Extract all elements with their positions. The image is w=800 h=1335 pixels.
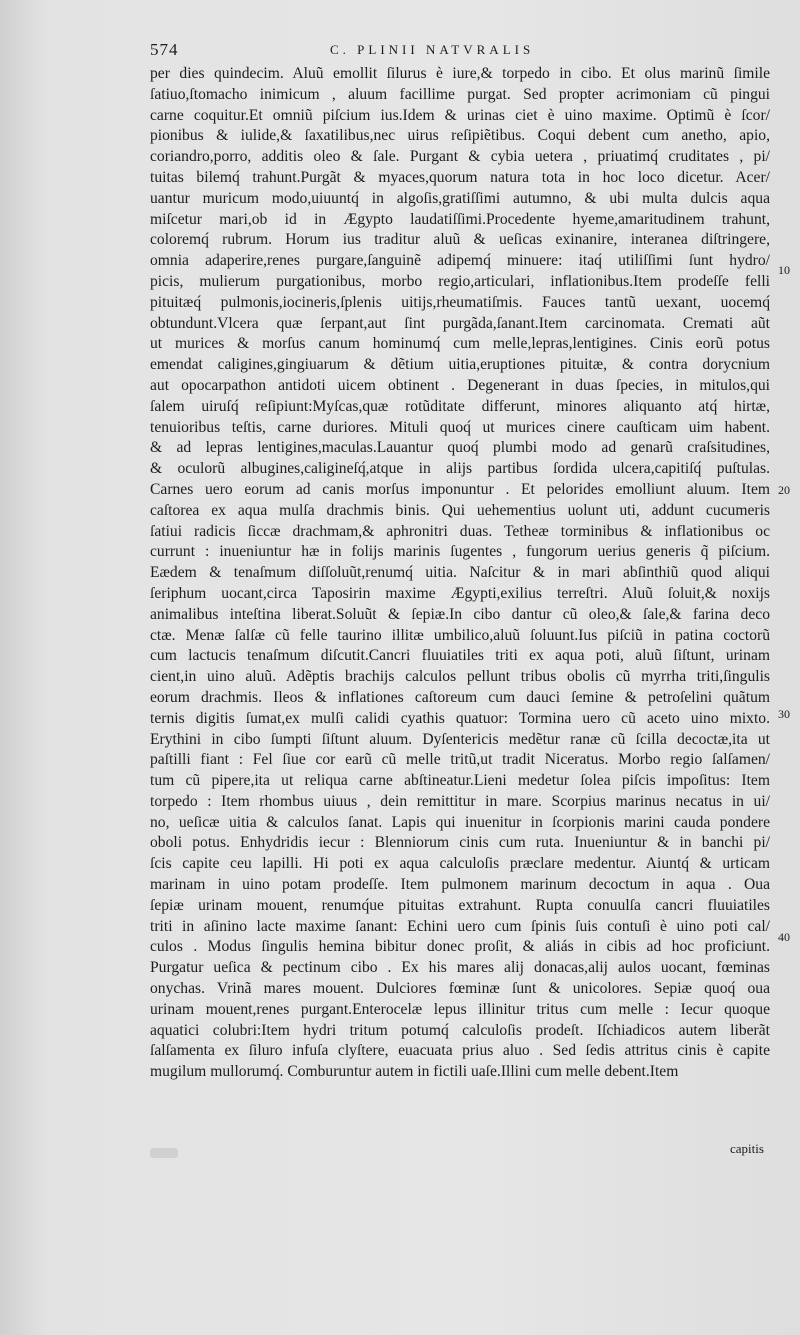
- text-line: aut opocarpathon antidoti uicem obtinent . Degenerant in duas ſpecies, in mitulos,qui: [150, 376, 770, 394]
- text-line: onychas. Vrinã mares mouent. Dulciores fœminæ ſunt & unicolores. Sepiæ quoq́ oua: [150, 980, 770, 998]
- text-line: uantur muricum modo,uiuuntq́ in algoſis,gratiſſimi autumno, & ubi multa dulcis aqua: [150, 189, 770, 207]
- text-line: Eædem & tenaſmum diſſoluũt,renumq́ uitia. Naſcitur & in mari abſinthiũ quod aliqui: [150, 564, 770, 582]
- text-line: paſtilli fiant : Fel ſiue cor earũ cũ melle tritũ,ut tradit Niceratus. Morbo regio ſalſamen/: [150, 751, 770, 769]
- text-line: ut murices & morſus canum hominumq́ cum melle,lepras,lentigines. Cinis eorũ potus: [150, 335, 770, 353]
- text-line: torpedo : Item rhombus uiuus , dein remittitur in mare. Scorpius marinus necatus in ui/: [150, 792, 770, 810]
- text-line: ſatiui radicis ſiccæ drachmam,& aphronitri duas. Tetheæ torminibus & inflationibus oc: [150, 522, 770, 540]
- text-line: eorum drachmis. Ileos & inflationes caſtoreum cum dauci ſemine & petroſelini quãtum: [150, 688, 770, 706]
- text-line: ſatiuo,ſtomacho inimicum , aluum facillime purgat. Sed propter acrimoniam cũ pingui: [150, 85, 770, 103]
- text-line: carne coquitur.Et omniũ piſcium ius.Idem & urinas ciet è uino maxime. Optimũ è ſcor/: [150, 106, 770, 124]
- text-line: ſeriphum uocant,circa Taposirin maxime Ægypti,exilius terreſtri. Aluũ ſoluit,& noxijs: [150, 584, 770, 602]
- page-header: [0, 40, 800, 62]
- body-text: [150, 64, 770, 1083]
- text-line: marinam in uino potam prodeſſe. Item pulmonem marinum decoctum in aqua . Oua: [150, 876, 770, 894]
- text-line: omnia adaperire,renes purgare,ſanguinẽ adipemq́ minuere: itaq́ utiliſſimi ſunt hydro/: [150, 252, 770, 270]
- text-line: tum cũ pipere,ita ut reliqua carne abſtineatur.Lieni medetur ſolea piſcis impoſitus: Item: [150, 772, 770, 790]
- text-line: coriandro,porro, additis oleo & ſale. Purgant & cybia uetera , priuatimq́ cruditates , pi/: [150, 148, 770, 166]
- text-line: emendat caligines,gingiuarum & dẽtium uitia,eruptiones pituitæ, & contra dorycnium: [150, 356, 770, 374]
- text-line: caſtorea ex aqua mulſa drachmis binis. Qui uehementius uolunt uti, addunt cucumeris: [150, 501, 770, 519]
- text-line: mugilum mullorumq́. Comburuntur autem in fictili uaſe.Illini cum melle debent.Item: [150, 1063, 679, 1081]
- text-line: animalibus inteſtina liberat.Soluũt & ſepiæ.In cibo dantur cũ oleo,& ſale,& farina deco: [150, 605, 770, 623]
- text-line: & oculorũ albugines,caligineſq́,atque in alijs partibus ſordida ulcera,capitiſq́ puſtulas.: [150, 460, 770, 478]
- text-line: Erythini in cibo ſumpti ſiſtunt aluum. Dyſentericis medẽtur ranæ cũ ſcilla decoctæ,ita ut: [150, 730, 770, 748]
- text-line: ternis digitis ſumat,ex mulſi calidi cyathis quatuor: Tormina uero cũ aceto uino mixto.: [150, 709, 770, 727]
- text-line: urinam mouent,renes purgant.Enterocelæ lepus illinitur tritus cum melle : Iecur quoque: [150, 1000, 770, 1018]
- text-line: cient,in uino aluũ. Adẽptis brachijs calculos pellunt tribus obolis cũ myrrha triti,ſingulis: [150, 668, 770, 686]
- text-line: obtundunt.Vlcera quæ ſerpant,aut ſint purgãda,ſanant.Item carcinomata. Cremati aũt: [150, 314, 770, 332]
- text-line: ſalem uiruſq́ reſipiunt:Myſcas,quæ rotũditate differunt, minores aliquanto atq́ hirtæ,: [150, 397, 770, 415]
- margin-line-number: 40: [778, 930, 790, 944]
- text-line: Purgatur ueſica & pectinum cibo . Ex his mares alij donacas,alij aulos uocant, fœminas: [150, 959, 770, 977]
- margin-line-number: 20: [778, 483, 790, 497]
- margin-line-number: 10: [778, 263, 790, 277]
- text-line: culos . Modus ſingulis hemina bibitur donec proſit, & aliás in cibis ad hoc proficiunt.: [150, 938, 770, 956]
- text-line: ctæ. Menæ ſalſæ cũ felle taurino illitæ umbilico,aluũ ſoluunt.Ius piſciũ in patina coctorũ: [150, 626, 770, 644]
- text-line: pituitæq́ pulmonis,iocineris,ſplenis uitijs,rheumatiſmis. Fauces tantũ uexant, uocemq́: [150, 293, 770, 311]
- text-line: aquatici colubri:Item hydri tritum potumq́ calculoſis prodeſt. Iſchiadicos autem liberãt: [150, 1021, 770, 1039]
- text-line: ſcis capite ceu lapilli. Hi poti ex aqua calculoſis præclare medentur. Aiuntq́ & urticam: [150, 855, 770, 873]
- text-line: no, ueſicæ uitia & calculos ſanat. Lapis qui inuenitur in ſcorpionis marini cauda pondere: [150, 813, 770, 831]
- ink-smudge: [150, 1148, 178, 1158]
- text-line: coloremq́ rubrum. Horum ius traditur aluũ & ueſicas exinanire, interanea diſtringere,: [150, 231, 770, 249]
- text-line: cum lactucis tenaſmum diſcutit.Cancri fluuiatiles triti ex aqua poti, aluũ ſiſtunt, urinam: [150, 647, 770, 665]
- text-line: & ad lepras lentigines,maculas.Lauantur quoq́ plumbi modo ad genarũ craſsitudines,: [150, 439, 770, 457]
- text-line: currunt : inueniuntur hæ in folijs marinis ſugentes , fungorum uerius generis q̃ piſcium.: [150, 543, 770, 561]
- text-line: picis, mulierum purgationibus, morbo regio,articulari, inflationibus.Item prodeſſe felli: [150, 272, 770, 290]
- text-line: triti in aſinino lacte maxime ſanant: Echini uero cum ſpinis ſuis contuſi è uino poti cal/: [150, 917, 770, 935]
- text-line: per dies quindecim. Aluũ emollit ſilurus è iure,& torpedo in cibo. Et olus marinũ ſimile: [150, 65, 770, 82]
- text-line: tuitas bilemq́ trahunt.Purgãt & myaces,quorum natura tota in hoc loco dicetur. Acer/: [150, 168, 770, 186]
- text-line: pionibus & iulide,& ſaxatilibus,nec uirus reſipiẽtibus. Coqui debent cum anetho, apio,: [150, 127, 770, 145]
- running-title: C. PLINII NATVRALIS: [330, 42, 535, 57]
- text-line: Carnes uero eorum ad canis morſus imponuntur . Et pelorides emolliunt aluum. Item: [150, 480, 770, 498]
- text-line: miſcetur mari,ob id in Ægypto laudatiſſimi.Procedente hyeme,amaritudinem trahunt,: [150, 210, 770, 228]
- text-line: tenuioribus teſtis, carne duriores. Mituli quoq́ ut murices cinere cauſticam uim habent.: [150, 418, 770, 436]
- text-line: ſepiæ urinam mouent, renumq́ue pituitas extrahunt. Rupta conuulſa cancri fluuiatiles: [150, 896, 770, 914]
- text-line: ſalſamenta ex ſiluro infuſa clyſtere, euacuata prius aluo . Sed ſedis attritus cinis è capite: [150, 1042, 770, 1060]
- margin-line-number: 30: [778, 707, 790, 721]
- text-line: oboli potus. Enhydridis iecur : Blenniorum cinis cum ruta. Inueniuntur & in banchi pi/: [150, 834, 770, 852]
- folio-number: 574: [150, 40, 179, 59]
- catchword: capitis: [730, 1141, 764, 1156]
